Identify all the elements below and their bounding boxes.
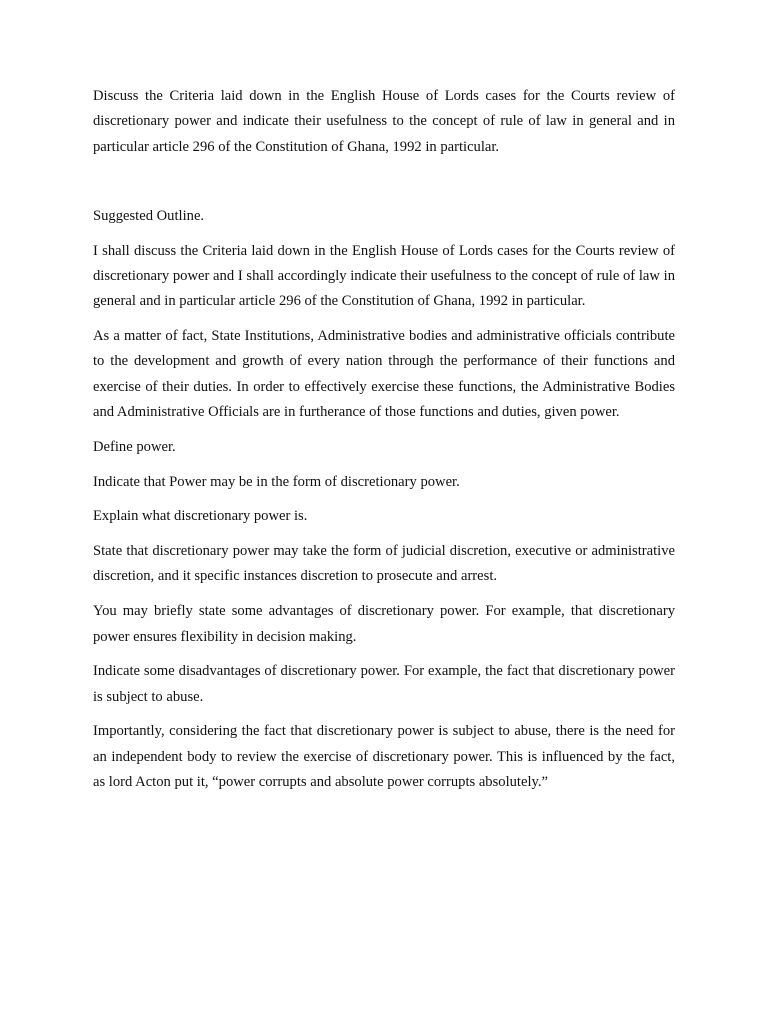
outline-item-disadvantages: Indicate some disadvantages of discretionary power. For example, the fact that discretionary power is subject to abuse. [93,663,675,705]
outline-paragraph-review-need: Importantly, considering the fact that discretionary power is subject to abuse, there is the need for an independent body to review the exercise of discretionary power. This is influenced by the fact, as lord Acton put it, “power corrupts and absolute power corrupts absolutely.” [93,723,675,791]
outline-heading: Suggested Outline. [93,207,205,224]
outline-item-explain-discretion: Explain what discretionary power is. [93,508,308,525]
outline-item-discretionary-form: Indicate that Power may be in the form of discretionary power. [93,473,460,490]
outline-item-define-power: Define power. [93,438,176,455]
outline-item-forms-of-discretion: State that discretionary power may take the form of judicial discretion, executive or administrative discretion, and it specific instances discretion to prosecute and arrest. [93,543,675,585]
question-paragraph: Discuss the Criteria laid down in the English House of Lords cases for the Courts review of discretionary power and indicate their usefulness to the concept of rule of law in general and in particular article 296 of the Constitution of Ghana, 1992 in particular. [93,88,675,155]
document-page [93,84,675,805]
outline-item-advantages: You may briefly state some advantages of discretionary power. For example, that discretionary power ensures flexibility in decision making. [93,603,675,645]
outline-paragraph-context: As a matter of fact, State Institutions, Administrative bodies and administrative officials contribute to the development and growth of every nation through the performance of their functions and exercise of their duties. In order to effectively exercise these functions, the Administrative Bodies and Administrative Officials are in furtherance of those functions and duties, given power. [93,328,675,420]
outline-paragraph-intro: I shall discuss the Criteria laid down in the English House of Lords cases for the Courts review of discretionary power and I shall accordingly indicate their usefulness to the concept of rule of law in general and in particular article 296 of the Constitution of Ghana, 1992 in particular. [93,242,675,310]
